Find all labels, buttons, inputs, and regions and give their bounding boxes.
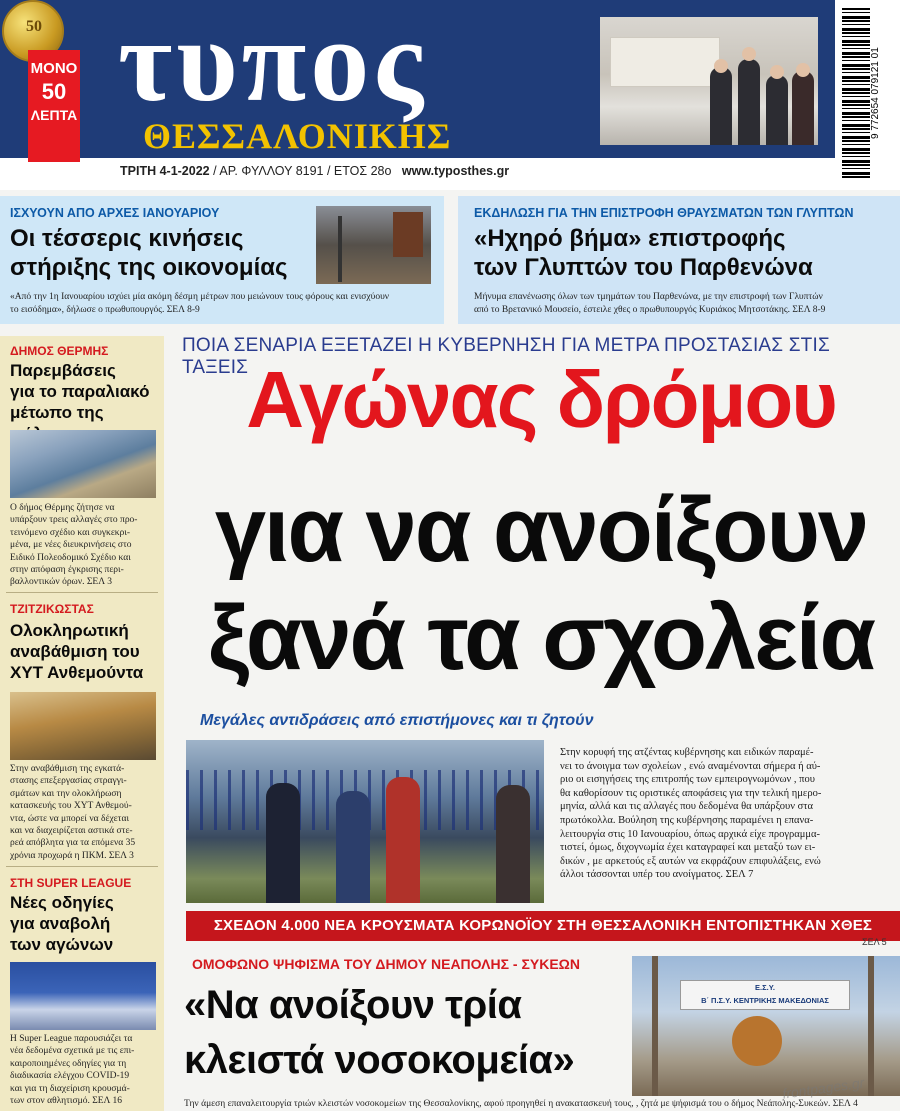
body-line: Η Super League παρουσιάζει τα (10, 1034, 133, 1044)
teaser-parthenon[interactable] (458, 196, 900, 324)
body-line: ντα, ώστε να μπορεί να δέχεται (10, 813, 130, 824)
main-headline-line-3[interactable]: ξανά τα σχολεία (207, 587, 875, 689)
student-figure (386, 777, 420, 903)
bottom-headline-line-2[interactable]: κλειστά νοσοκομεία» (184, 1038, 575, 1082)
teaser-headline-line: των Γλυπτών του Παρθενώνα (474, 254, 813, 281)
body-line: Στην κορυφή της ατζέντας κυβέρνησης και ειδικών παραμέ- (560, 747, 814, 758)
body-line: στην απόφαση έγκρισης περι- (10, 565, 124, 576)
body-line: ριο οι εισηγήσεις της επιτροπής των εμπειρογνωμόνων , που (560, 774, 815, 786)
teaser-headline-line: Οι τέσσερις κινήσεις (10, 225, 244, 252)
person-figure (766, 75, 788, 145)
price-badge (28, 50, 80, 162)
headline-line: αναβάθμιση του (10, 642, 140, 661)
body-line: στασης επεξεργασίας στραγγι- (10, 776, 127, 787)
teaser-headline (474, 224, 813, 282)
body-line: άλλοι τάσσονται υπέρ του ανοίγματος. ΣΕΛ 7 (560, 869, 754, 881)
divider (6, 592, 158, 593)
street-photo (316, 206, 431, 284)
headline-line: Νέες οδηγίες (10, 893, 114, 912)
teaser-headline (10, 224, 288, 282)
headline-line: ΧΥΤ Ανθεμούντα (10, 663, 144, 682)
teaser-economy[interactable] (0, 196, 444, 324)
bottom-story-body: Την άμεση επαναλειτουργία τριών κλειστών νοσοκομείων της Θεσσαλονίκης, αφού προηγηθεί η ανακατασκευή τους, , ζητά με ψήφισμά του ο δήμος Νεάπολης-Συκεών. ΣΕΛ 4 (184, 1099, 858, 1109)
left-story-headline[interactable] (10, 620, 160, 683)
teaser-body (10, 291, 389, 317)
body-line: νέα δεδομένα σχετικά με τις επι- (10, 1046, 135, 1057)
headline-line: Ολοκληρωτική (10, 621, 129, 640)
post-shape (652, 956, 658, 1096)
website-url: www.typosthes.gr (401, 164, 510, 178)
masthead-photo (600, 17, 818, 145)
left-story-headline[interactable] (10, 892, 160, 955)
headline-line: μέτωπο της (10, 403, 104, 422)
person-head (742, 47, 756, 61)
body-line: Ειδικό Πολεοδομικό Σχέδιο και (10, 552, 131, 563)
body-line: Στην αναβάθμιση της εγκατά- (10, 764, 125, 774)
headline-line: για αναβολή (10, 914, 111, 933)
body-line: δικών , με αρκετούς εξ αυτών να εκφράζουν επιφυλάξεις, ενώ (560, 855, 821, 867)
left-story-body (10, 502, 158, 589)
awning-shape (393, 212, 423, 257)
left-column (0, 336, 164, 1111)
body-line: καιροποιημένες οδηγίες για τη (10, 1058, 127, 1069)
person-head (796, 63, 810, 77)
students-photo (186, 740, 544, 903)
body-line: υπάρξουν τρεις αλλαγές στο προ- (10, 515, 138, 526)
body-line: χρόνια προχωρά η ΠΚΜ. ΣΕΛ 3 (10, 850, 134, 861)
teaser-body-line: από το Βρετανικό Μουσείο, έστειλε χθες ο πρωθυπουργός Κυριάκος Μητσοτάκης. ΣΕΛ 8-9 (474, 305, 826, 315)
headline-line: των αγώνων (10, 935, 114, 954)
person-figure (792, 71, 814, 145)
body-line: διαδικασία ελέγχου COVID-19 (10, 1071, 130, 1082)
issue-date: ΤΡΙΤΗ 4-1-2022 (120, 164, 210, 178)
masthead (0, 0, 900, 190)
teaser-body (474, 291, 825, 317)
covid-cases-banner[interactable]: ΣΧΕΔΟΝ 4.000 ΝΕΑ ΚΡΟΥΣΜΑΤΑ ΚΟΡΩΝΟΪΟΥ ΣΤΗ ΘΕΣΣΑΛΟΝΙΚΗ ΕΝΤΟΠΙΣΤΗΚΑΝ ΧΘΕΣ (186, 911, 900, 941)
student-figure (266, 783, 300, 903)
student-figure (496, 785, 530, 903)
body-line: σμάτων και την ολοκλήρωση (10, 788, 122, 799)
body-line: και για τη διαχείριση κρουσμά- (10, 1083, 130, 1094)
teaser-body-line: το εισόδημα», δήλωσε ο πρωθυπουργός. ΣΕΛ 8-9 (10, 305, 200, 315)
newspaper-logo-subtitle: ΘΕΣΣΑΛΟΝΙΚΗΣ (143, 116, 452, 156)
body-line: τιστεί, όμως, διχογνωμία έχει καταγραφεί και μεταξύ των ει- (560, 842, 816, 854)
left-story-kicker: ΤΖΙΤΖΙΚΩΣΤΑΣ (10, 602, 94, 616)
person-figure (738, 59, 760, 145)
body-line: Ο δήμος Θέρμης ζήτησε να (10, 503, 115, 513)
watermark: frontpages.gr (781, 1074, 866, 1102)
main-headline-line-2[interactable]: για να ανοίξουν (214, 479, 868, 581)
coastline-photo (10, 430, 156, 498)
price-line-1: ΜΟΝΟ (30, 60, 78, 77)
left-story-body (10, 1033, 158, 1107)
divider (6, 866, 158, 867)
body-line: νει το άνοιγμα των σχολείων , ενώ αναμένονται σήμερα ή αύ- (560, 760, 821, 772)
teaser-body-line: «Από την 1η Ιανουαρίου ισχύει μία ακόμη δέσμη μέτρων που μειώνουν τους φόρους και ενισχύουν (10, 292, 390, 302)
person-figure (710, 67, 732, 145)
student-figure (336, 791, 370, 903)
bottom-headline-line-1[interactable]: «Να ανοίξουν τρία (184, 983, 522, 1027)
headline-line: Παρεμβάσεις (10, 361, 116, 380)
price-line-2: 50 (41, 79, 67, 104)
teaser-body-line: Μήνυμα επανένωσης όλων των τμημάτων του Παρθενώνα, με την επιστροφή των Γλυπτών (474, 292, 823, 302)
main-headline-line-1[interactable]: Αγώνας δρόμου (246, 355, 836, 444)
teaser-kicker: ΕΚΔΗΛΩΣΗ ΓΙΑ ΤΗΝ ΕΠΙΣΤΡΟΦΗ ΘΡΑΥΣΜΑΤΩΝ ΤΩΝ ΓΛΥΠΤΩΝ (474, 206, 854, 220)
price-line-3: ΛΕΠΤΑ (30, 107, 78, 123)
newspaper-logo: τυπος (118, 0, 428, 126)
left-story-body (10, 763, 158, 862)
body-line: πρωτόκολλα. Βούληση της κυβέρνησης παραμένει η επανα- (560, 814, 814, 826)
body-line: και να διαχειρίζεται αστικά στε- (10, 826, 133, 837)
body-line: θα καθορίσουν τις οριστικές αποφάσεις για την τελική ημερο- (560, 787, 822, 799)
body-line: ρεά απόβλητα για τα επόμενα 35 (10, 838, 136, 849)
body-line: μένα, με νέες διευκρινήσεις στο (10, 540, 132, 551)
main-story-kicker: ΠΟΙΑ ΣΕΝΑΡΙΑ ΕΞΕΤΑΖΕΙ Η ΚΥΒΕΡΝΗΣΗ ΓΙΑ ΜΕΤΡΑ ΠΡΟΣΤΑΣΙΑΣ ΣΤΙΣ ΤΑΞΕΙΣ (182, 335, 830, 378)
body-line: κατασκευής του ΧΥΤ Ανθεμού- (10, 801, 132, 812)
headline-line: για το παραλιακό (10, 382, 150, 401)
left-story-kicker: ΔΗΜΟΣ ΘΕΡΜΗΣ (10, 344, 109, 358)
dateline (120, 164, 509, 178)
teaser-headline-line: στήριξης της οικονομίας (10, 254, 288, 281)
landfill-photo (10, 692, 156, 760)
hospital-sign (680, 980, 850, 1010)
tree-shape (732, 1016, 782, 1066)
body-line: βαλλοντικών όρων. ΣΕΛ 3 (10, 577, 112, 588)
post-shape (868, 956, 874, 1096)
barcode-number: 9 772654 079121 01 (870, 8, 890, 178)
frieze-fragment (610, 37, 720, 87)
main-story-body (560, 746, 894, 882)
left-story-kicker: ΣΤΗ SUPER LEAGUE (10, 876, 132, 890)
football-photo (10, 962, 156, 1030)
body-line: μηνία, αλλά και τις αλλαγές που δεδομένα θα υπάρξουν στα (560, 801, 813, 813)
teaser-kicker: ΙΣΧΥΟΥΝ ΑΠΟ ΑΡΧΕΣ ΙΑΝΟΥΑΡΙΟΥ (10, 206, 220, 220)
page-reference: ΣΕΛ 5 (862, 937, 887, 947)
person-head (770, 65, 784, 79)
main-subheadline: Μεγάλες αντιδράσεις από επιστήμονες και τι ζητούν (200, 712, 594, 729)
issue-number: / ΑΡ. ΦΥΛΛΟΥ 8191 / ΕΤΟΣ 28ο (209, 164, 392, 178)
teaser-headline-line: «Ηχηρό βήμα» επιστροφής (474, 225, 786, 252)
person-head (714, 59, 728, 73)
sign-line: Ε.Σ.Υ. (755, 983, 775, 992)
sign-line: Β΄ Π.Σ.Υ. ΚΕΝΤΡΙΚΗΣ ΜΑΚΕΔΟΝΙΑΣ (701, 996, 829, 1005)
body-line: των στον αθλητισμό. ΣΕΛ 16 (10, 1096, 123, 1107)
body-line: λειτουργία στις 10 Ιανουαρίου, όπως αρχικά είχε προγραμμα- (560, 828, 821, 840)
coin-value: 50 (26, 18, 42, 35)
barcode (842, 8, 894, 178)
body-line: τεινόμενο σχέδιο και συγκεκρι- (10, 527, 131, 538)
pole-shape (338, 216, 342, 282)
bottom-story-kicker: ΟΜΟΦΩΝΟ ΨΗΦΙΣΜΑ ΤΟΥ ΔΗΜΟΥ ΝΕΑΠΟΛΗΣ - ΣΥΚΕΩΝ (192, 956, 580, 972)
